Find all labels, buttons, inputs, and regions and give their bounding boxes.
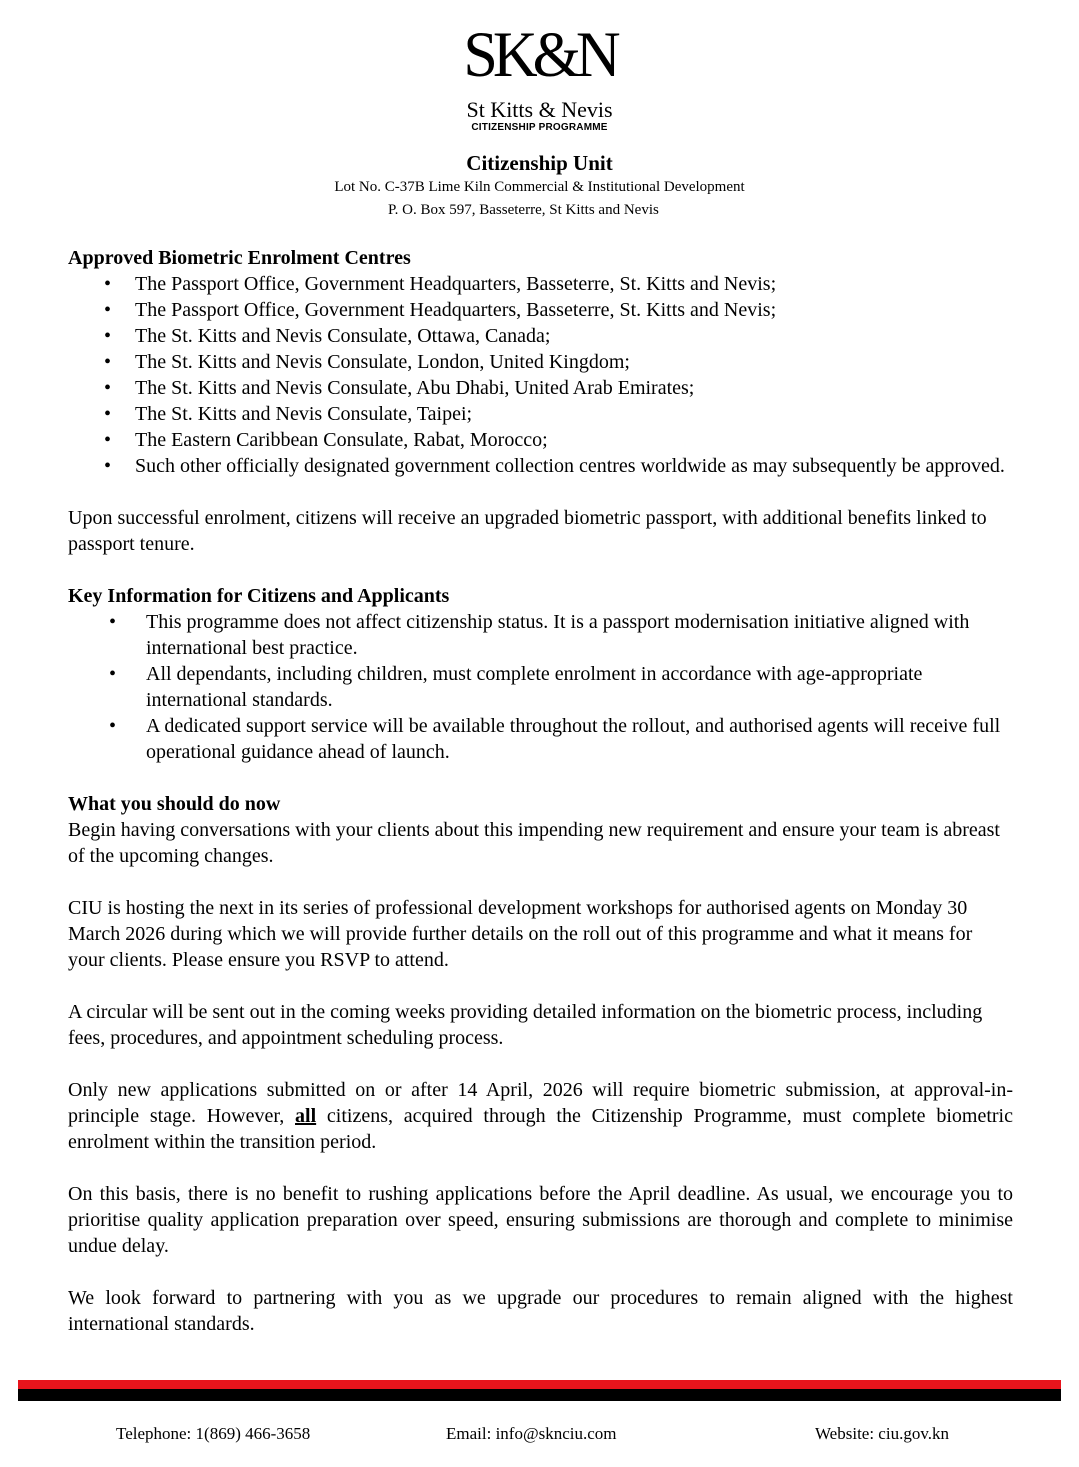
list-item: • This programme does not affect citizenship status. It is a passport modernisation initiative aligned with international best practice. [68, 609, 1013, 661]
text-segment: Only new applications submitted on or after 14 April, 2026 will require biometric submission, at approval-in-principle stage. However, [68, 1079, 1013, 1127]
conversations-paragraph: Begin having conversations with your clients about this impending new requirement and ensure your team is abreast of the upcoming changes. [68, 819, 1000, 867]
enrolment-benefits-paragraph: Upon successful enrolment, citizens will receive an upgraded biometric passport, with additional benefits linked to passport tenure. [68, 507, 987, 555]
skn-logo: SK&N [463, 19, 616, 91]
unit-title: Citizenship Unit [466, 151, 613, 175]
text-segment: citizens, acquired through the Citizenship Programme, must complete biometric enrolment within the transition period. [68, 1105, 1013, 1153]
circular-paragraph: A circular will be sent out in the coming weeks providing detailed information on the biometric process, including fees, procedures, and appointment scheduling process. [68, 1001, 983, 1049]
footer-email: Email: info@sknciu.com [446, 1424, 617, 1443]
footer-black-bar [18, 1389, 1061, 1401]
list-item: • The Passport Office, Government Headquarters, Basseterre, St. Kitts and Nevis; [68, 297, 1013, 323]
list-item: • A dedicated support service will be available throughout the rollout, and authorised agents will receive full operational guidance ahead of launch. [68, 713, 1013, 765]
footer-website: Website: ciu.gov.kn [815, 1424, 949, 1443]
list-item: • The St. Kitts and Nevis Consulate, Ottawa, Canada; [68, 323, 1013, 349]
no-rush-paragraph: On this basis, there is no benefit to rushing applications before the April deadline. As usual, we encourage you to prioritise quality application preparation over speed, ensuring submissions are thorough and complete to minimise undue delay. [68, 1183, 1013, 1257]
programme-name: CITIZENSHIP PROGRAMME [471, 122, 608, 133]
centres-heading: Approved Biometric Enrolment Centres [68, 247, 411, 269]
new-applications-paragraph [68, 1077, 1013, 1155]
list-item: • Such other officially designated government collection centres worldwide as may subsequently be approved. [68, 453, 1013, 479]
list-item: • The St. Kitts and Nevis Consulate, London, United Kingdom; [68, 349, 1013, 375]
address-line-1: Lot No. C-37B Lime Kiln Commercial & Institutional Development [334, 179, 745, 195]
emphasis-all: all [295, 1105, 317, 1127]
actions-heading: What you should do now [68, 793, 281, 815]
workshop-paragraph: CIU is hosting the next in its series of professional development workshops for authorised agents on Monday 30 March 2026 during which we will provide further details on the roll out of this programme and what it means for your clients. Please ensure you RSVP to attend. [68, 897, 973, 971]
org-name: St Kitts & Nevis [466, 97, 613, 122]
list-item: • The St. Kitts and Nevis Consulate, Taipei; [68, 401, 1013, 427]
key-info-list [68, 609, 1013, 765]
list-item: • The Eastern Caribbean Consulate, Rabat, Morocco; [68, 427, 1013, 453]
key-info-heading: Key Information for Citizens and Applicants [68, 585, 450, 607]
footer-red-bar [18, 1380, 1061, 1389]
list-item: • All dependants, including children, must complete enrolment in accordance with age-appropriate international standards. [68, 661, 1013, 713]
footer-telephone: Telephone: 1(869) 466-3658 [116, 1424, 311, 1443]
list-item: • The St. Kitts and Nevis Consulate, Abu Dhabi, United Arab Emirates; [68, 375, 1013, 401]
list-item: • The Passport Office, Government Headquarters, Basseterre, St. Kitts and Nevis; [68, 271, 1013, 297]
address-line-2: P. O. Box 597, Basseterre, St Kitts and Nevis [388, 202, 659, 218]
letter-body [68, 245, 1013, 1337]
closing-paragraph: We look forward to partnering with you as we upgrade our procedures to remain aligned with the highest international standards. [68, 1287, 1013, 1335]
centres-list [68, 271, 1013, 479]
